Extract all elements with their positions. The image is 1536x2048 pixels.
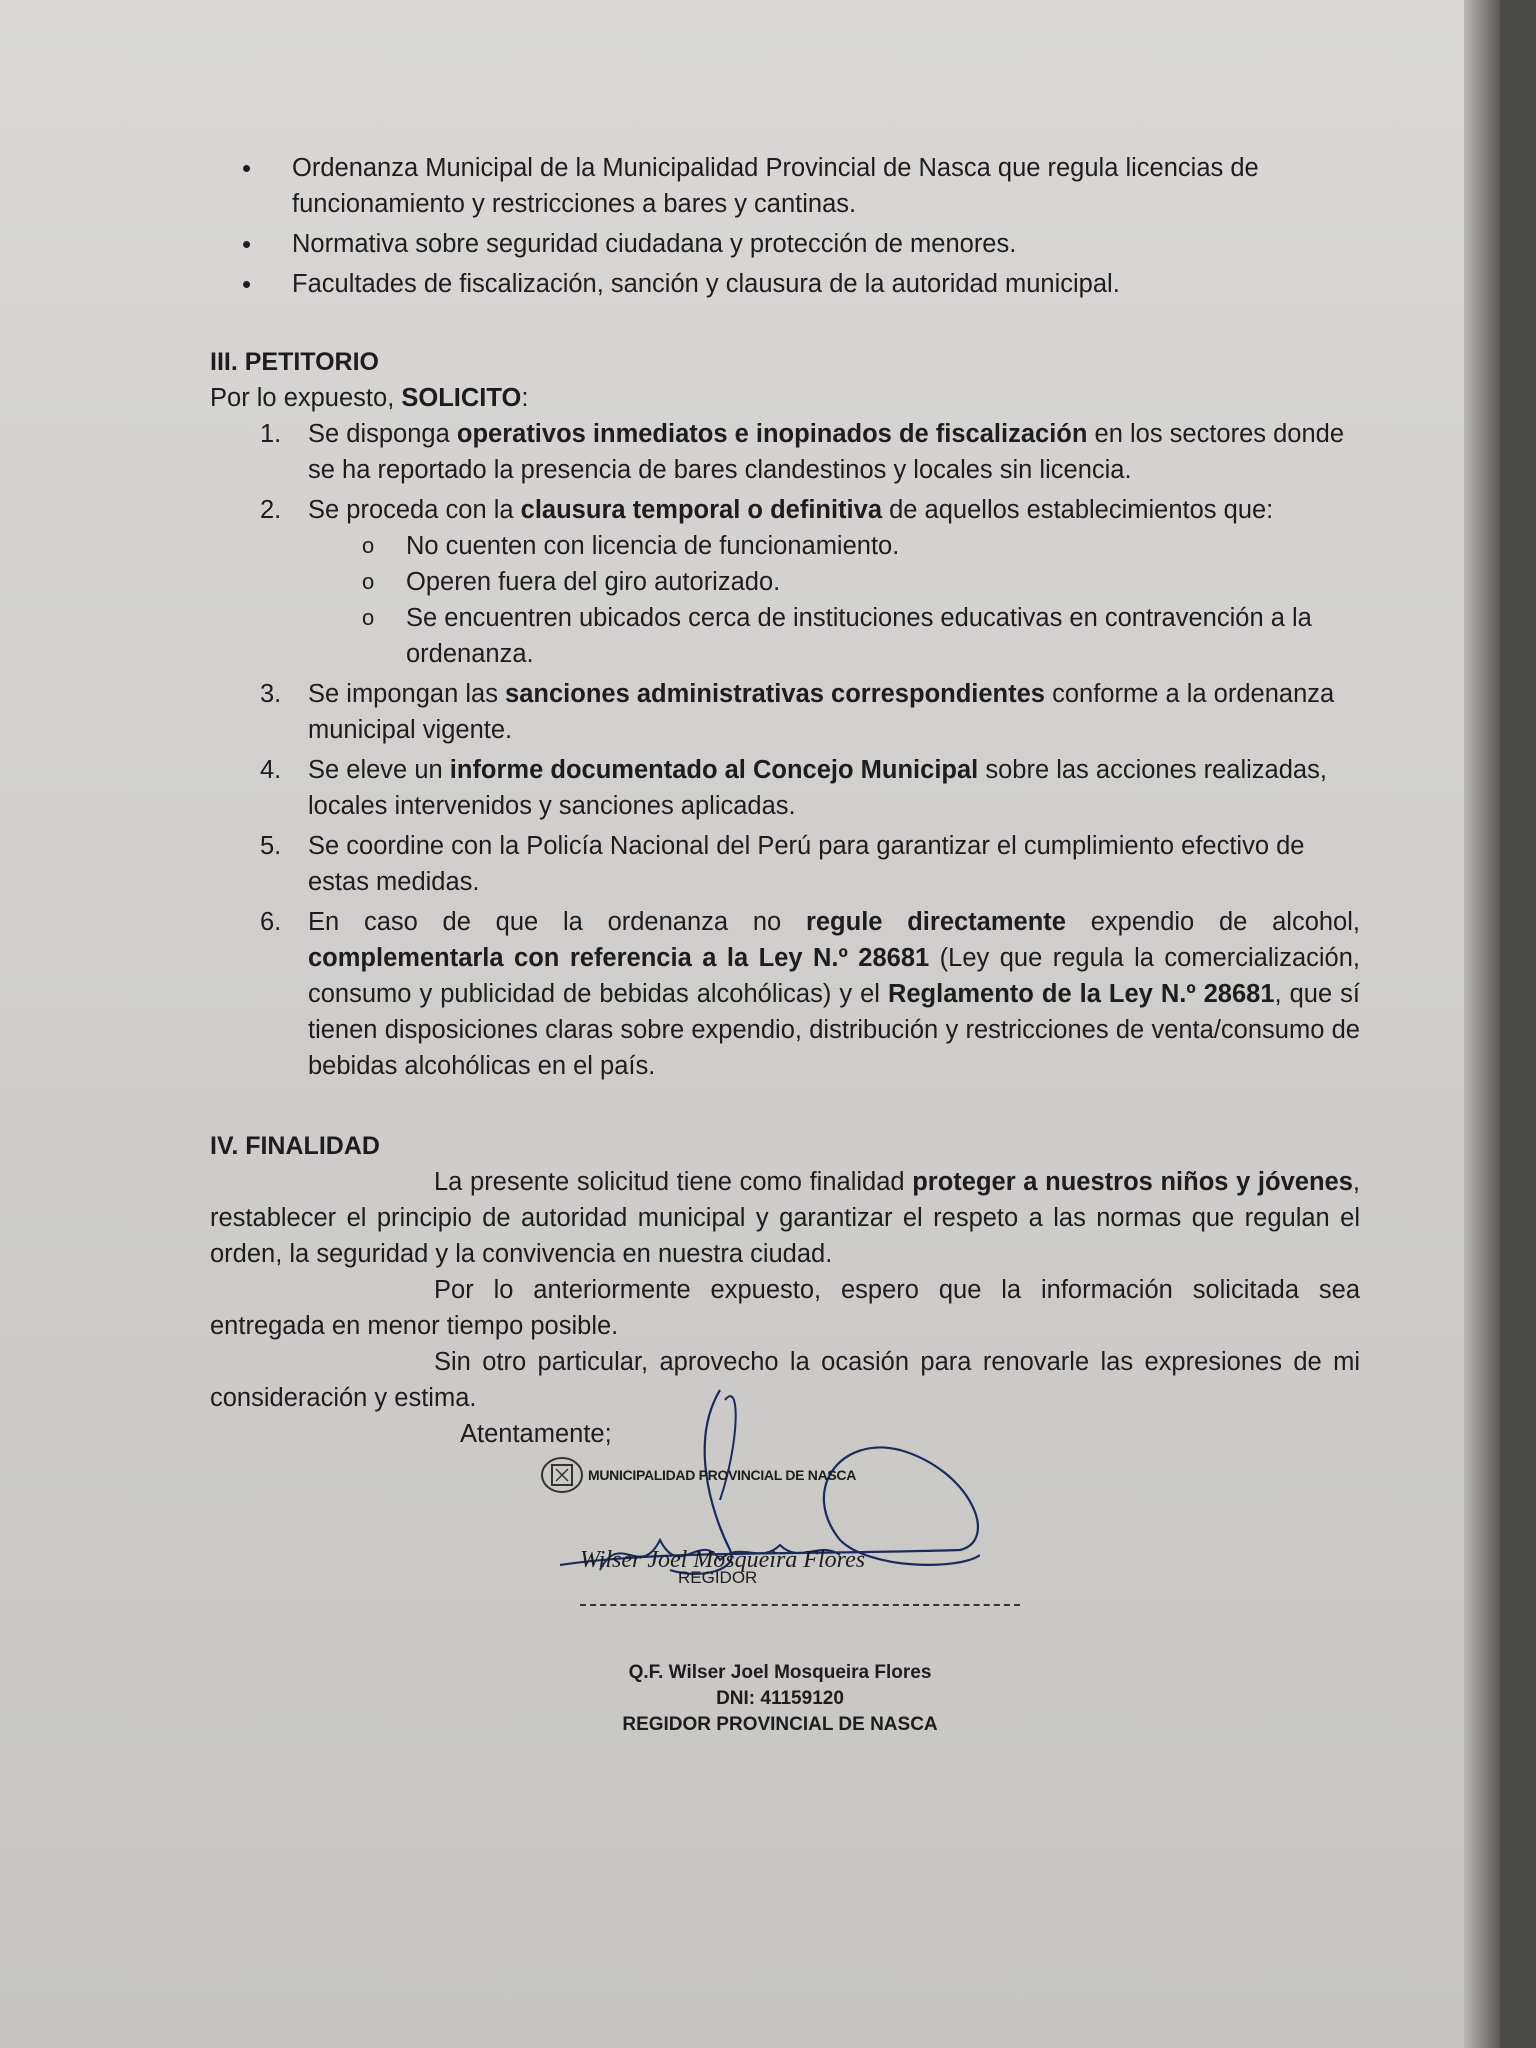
stamp-header	[540, 1455, 1060, 1495]
list-item: 5. Se coordine con la Policía Nacional del Perú para garantizar el cumplimiento efectivo de estas medidas.	[260, 832, 1305, 896]
section-heading-finalidad: IV. FINALIDAD	[210, 1132, 380, 1160]
stamp-name: Wilser Joel Mosqueira Flores	[580, 1547, 866, 1573]
finalidad-paragraph: La presente solicitud tiene como finalidad proteger a nuestros niños y jóvenes, restablecer el principio de autoridad municipal y garantizar el respeto a las normas que regulan el orden, la seguridad y la convivencia en nuestra ciudad.	[210, 1168, 1360, 1268]
list-item: • Ordenanza Municipal de la Municipalidad Provincial de Nasca que regula licencias de funcionamiento y restricciones a bares y cantinas.	[210, 150, 1360, 222]
closing-salutation: Atentamente;	[460, 1420, 612, 1448]
list-item: 1. Se disponga operativos inmediatos e inopinados de fiscalización en los sectores donde se ha reportado la presencia de bares clandestinos y locales sin licencia.	[260, 420, 1345, 484]
list-item: 4. Se eleve un informe documentado al Concejo Municipal sobre las acciones realizadas, locales intervenidos y sanciones aplicadas.	[260, 756, 1327, 820]
list-item: 3. Se impongan las sanciones administrativas correspondientes conforme a la ordenanza municipal vigente.	[260, 680, 1335, 744]
page-shadow-edge	[1464, 0, 1500, 2048]
section-heading-petitorio: III. PETITORIO	[210, 348, 380, 376]
list-item: 6. En caso de que la ordenanza no regule directamente expendio de alcohol, complementarla con referencia a la Ley N.º 28681 (Ley que regula la comercialización, consumo y publicidad de bebidas alcohólicas) y el Reglamento de la Ley N.º 28681, que sí tienen disposiciones claras sobre expendio, distribución y restricciones de venta/consumo de bebidas alcohólicas en el país.	[260, 908, 1360, 1080]
petitorio-intro: Por lo expuesto, SOLICITO:	[210, 384, 529, 412]
signatory-title: REGIDOR PROVINCIAL DE NASCA	[622, 1714, 938, 1735]
closure-conditions-list	[308, 528, 1360, 672]
signatory-block	[560, 1660, 1000, 1738]
list-item: o No cuenten con licencia de funcionamiento.	[308, 528, 1360, 564]
document-body	[210, 150, 1360, 1452]
signatory-dni: DNI: 41159120	[716, 1688, 844, 1709]
list-item: o Se encuentren ubicados cerca de instituciones educativas en contravención a la ordenanza.	[308, 600, 1360, 672]
stamp-institution: MUNICIPALIDAD PROVINCIAL DE NASCA	[588, 1467, 857, 1483]
list-item: • Normativa sobre seguridad ciudadana y protección de menores.	[210, 226, 1360, 262]
legal-basis-list	[210, 150, 1360, 302]
signature-stamp	[540, 1455, 1060, 1606]
stamp-role: REGIDOR	[678, 1568, 758, 1587]
municipal-seal-icon	[540, 1455, 584, 1495]
petitorio-list	[210, 416, 1360, 1084]
signatory-name: Q.F. Wilser Joel Mosqueira Flores	[628, 1662, 932, 1683]
signature-line	[580, 1604, 1020, 1606]
list-item: 2. Se proceda con la clausura temporal o definitiva de aquellos establecimientos que: o No cuenten con licencia de funcionamiento. o Operen fuera del giro autorizado. o Se encuentren ubicados cerca de instituciones educativas en contravención a la ordenanza.	[210, 492, 1360, 672]
closing-paragraph: Sin otro particular, aprovecho la ocasión para renovarle las expresiones de mi consideración y estima.	[210, 1348, 1360, 1412]
list-item: • Facultades de fiscalización, sanción y clausura de la autoridad municipal.	[210, 266, 1360, 302]
request-paragraph: Por lo anteriormente expuesto, espero que la información solicitada sea entregada en menor tiempo posible.	[210, 1276, 1360, 1340]
list-item: o Operen fuera del giro autorizado.	[308, 564, 1360, 600]
